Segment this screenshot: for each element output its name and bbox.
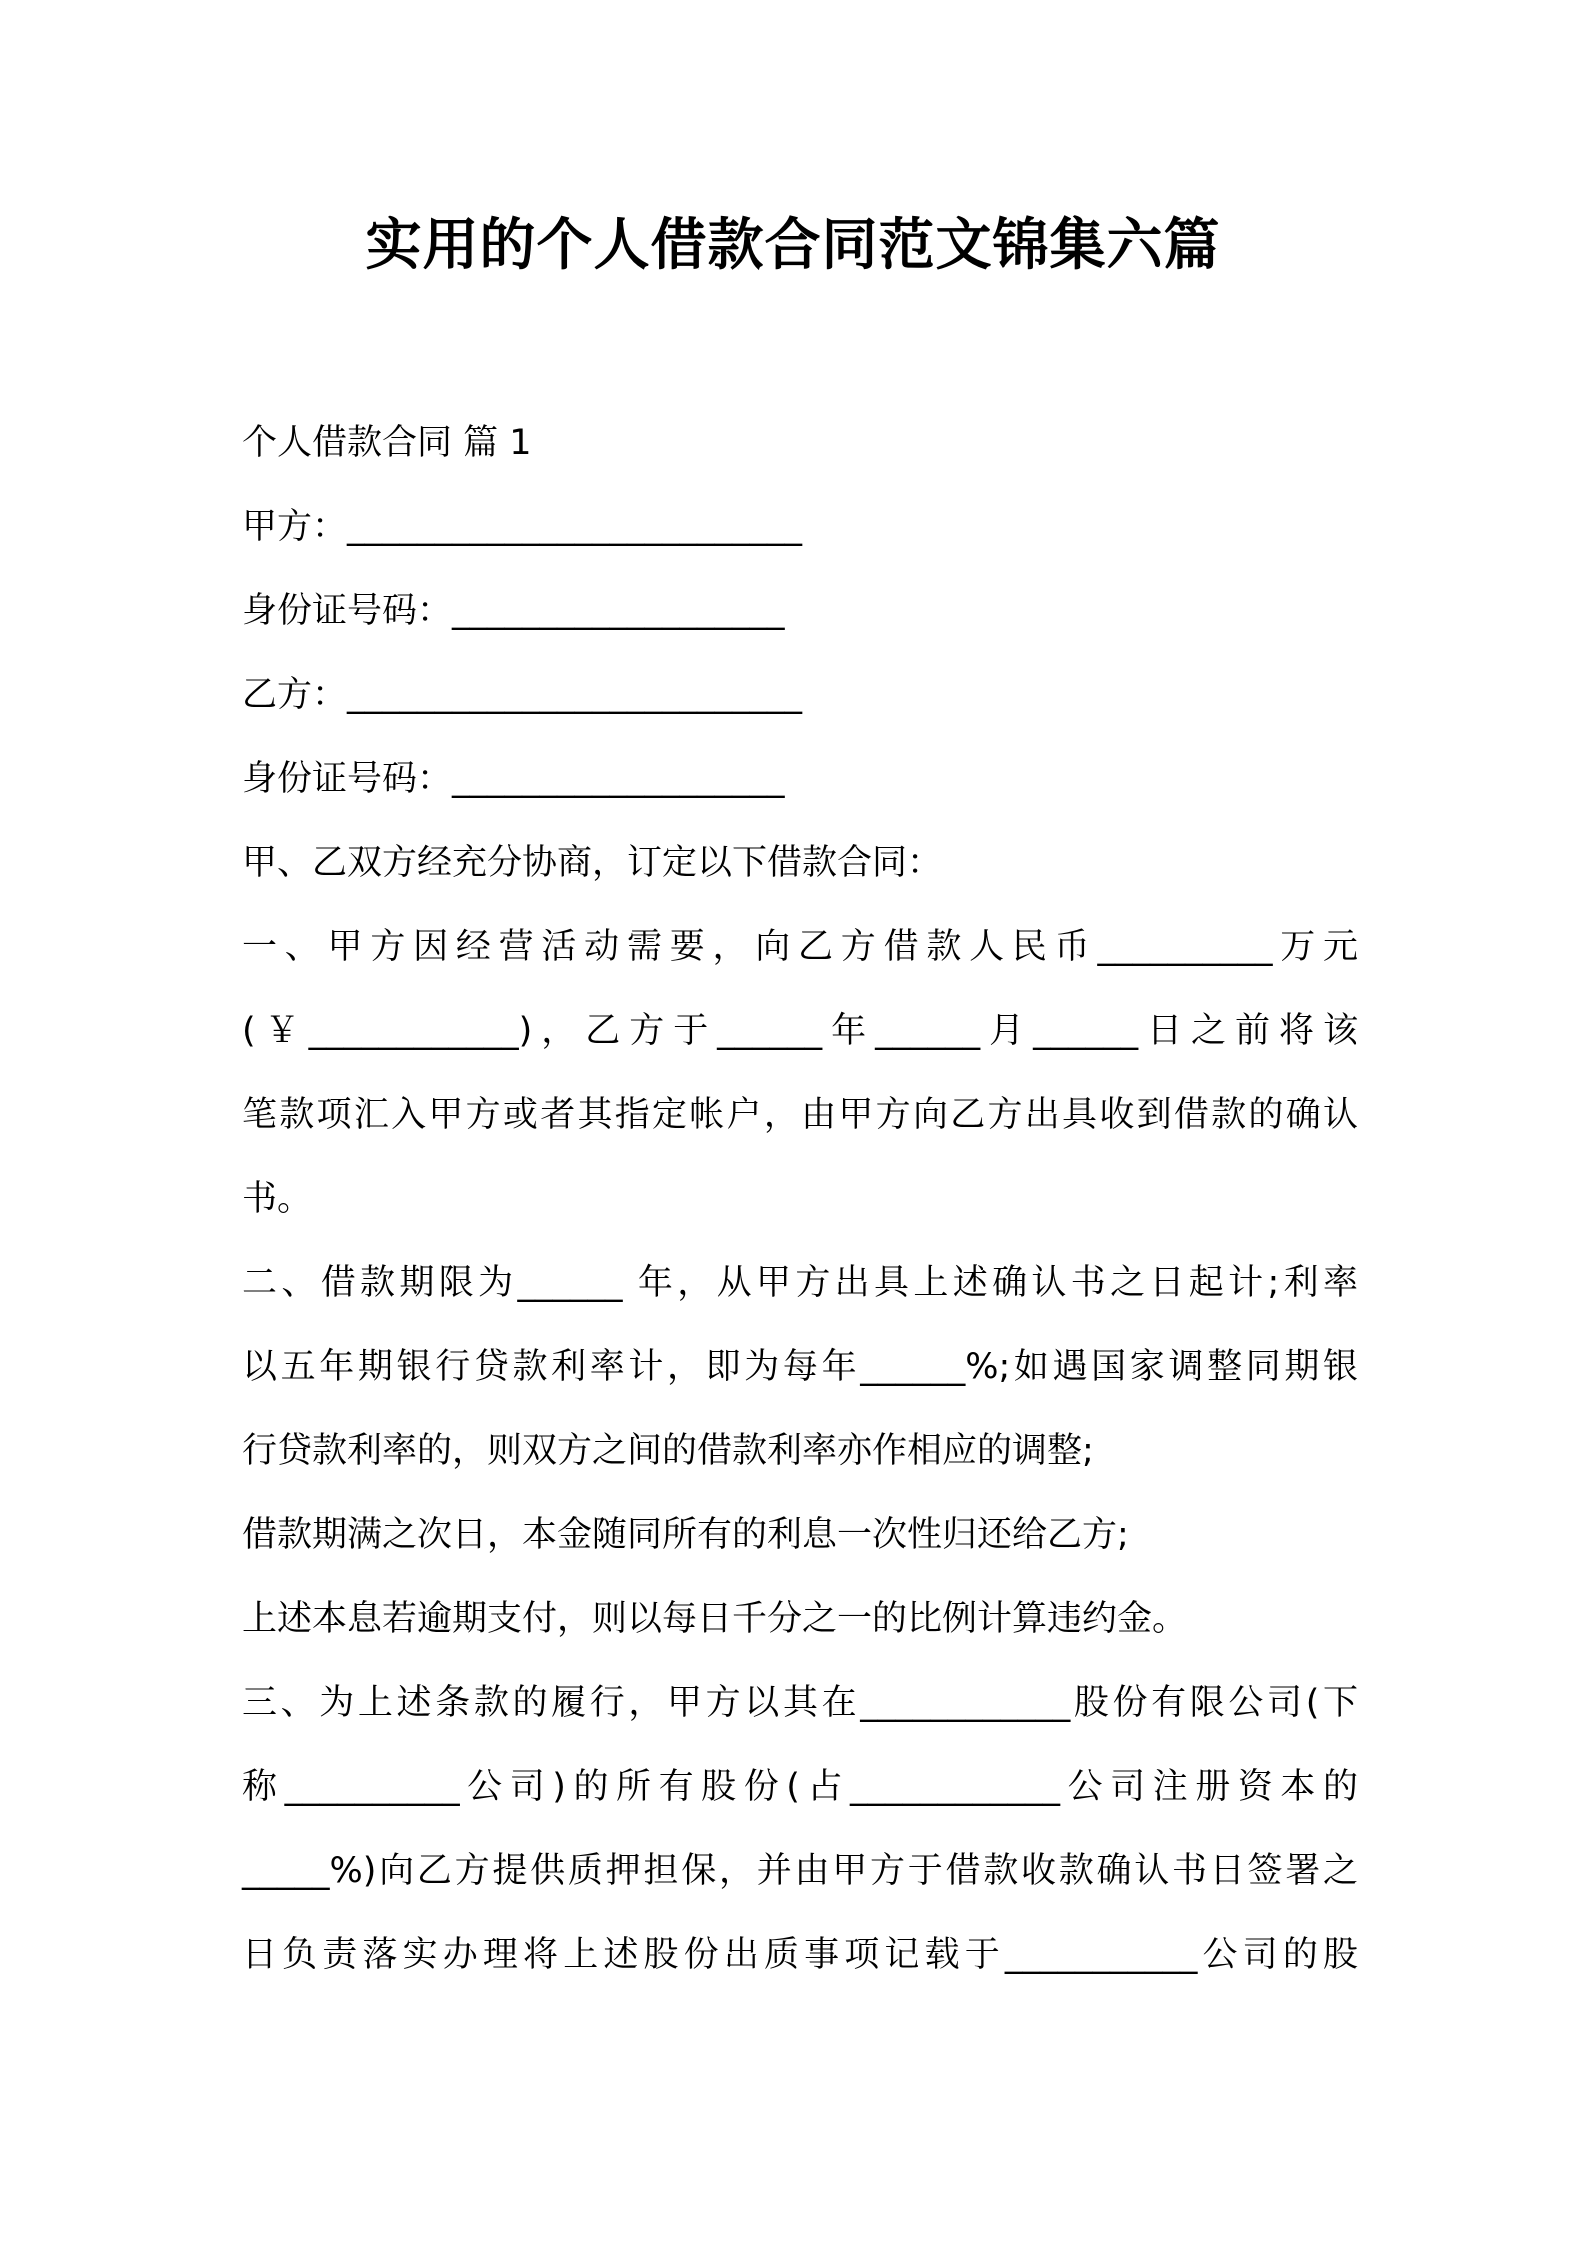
clause-2-line: 二、借款期限为______ 年，从甲方出具上述确认书之日起计;利率 <box>242 1263 1358 1303</box>
clause-3-line: _____%)向乙方提供质押担保，并由甲方于借款收款确认书日签署之 <box>242 1851 1358 1891</box>
clause-3-line: 三、为上述条款的履行，甲方以其在____________股份有限公司(下 <box>242 1683 1358 1723</box>
section-heading: 个人借款合同 篇 1 <box>242 423 532 463</box>
clause-2-line: 上述本息若逾期支付，则以每日千分之一的比例计算违约金。 <box>242 1599 1188 1639</box>
clause-1-line: 一、甲方因经营活动需要，向乙方借款人民币__________万元 <box>242 927 1358 967</box>
clause-2-line: 借款期满之次日，本金随同所有的利息一次性归还给乙方; <box>242 1515 1129 1555</box>
clause-1-line: (￥____________)，乙方于______年______月______日之前将该 <box>242 1011 1358 1051</box>
clause-2-line: 行贷款利率的，则双方之间的借款利率亦作相应的调整; <box>242 1431 1094 1471</box>
clause-1-line: 书。 <box>242 1179 313 1219</box>
clause-1-line: 笔款项汇入甲方或者其指定帐户，由甲方向乙方出具收到借款的确认 <box>242 1095 1358 1135</box>
party-a-field: 甲方：__________________________ <box>242 507 803 547</box>
clause-3-line: 日负责落实办理将上述股份出质事项记载于___________公司的股 <box>242 1935 1358 1975</box>
party-b-field: 乙方：__________________________ <box>242 675 803 715</box>
preamble-line: 甲、乙双方经充分协商，订定以下借款合同： <box>242 843 943 883</box>
party-a-id-field: 身份证号码：___________________ <box>242 591 785 631</box>
party-b-id-field: 身份证号码：___________________ <box>242 759 785 799</box>
clause-2-line: 以五年期银行贷款利率计，即为每年______%;如遇国家调整同期银 <box>242 1347 1358 1387</box>
document-title: 实用的个人借款合同范文锦集六篇 <box>365 213 1221 278</box>
clause-3-line: 称__________公司)的所有股份(占____________公司注册资本的 <box>242 1767 1358 1807</box>
